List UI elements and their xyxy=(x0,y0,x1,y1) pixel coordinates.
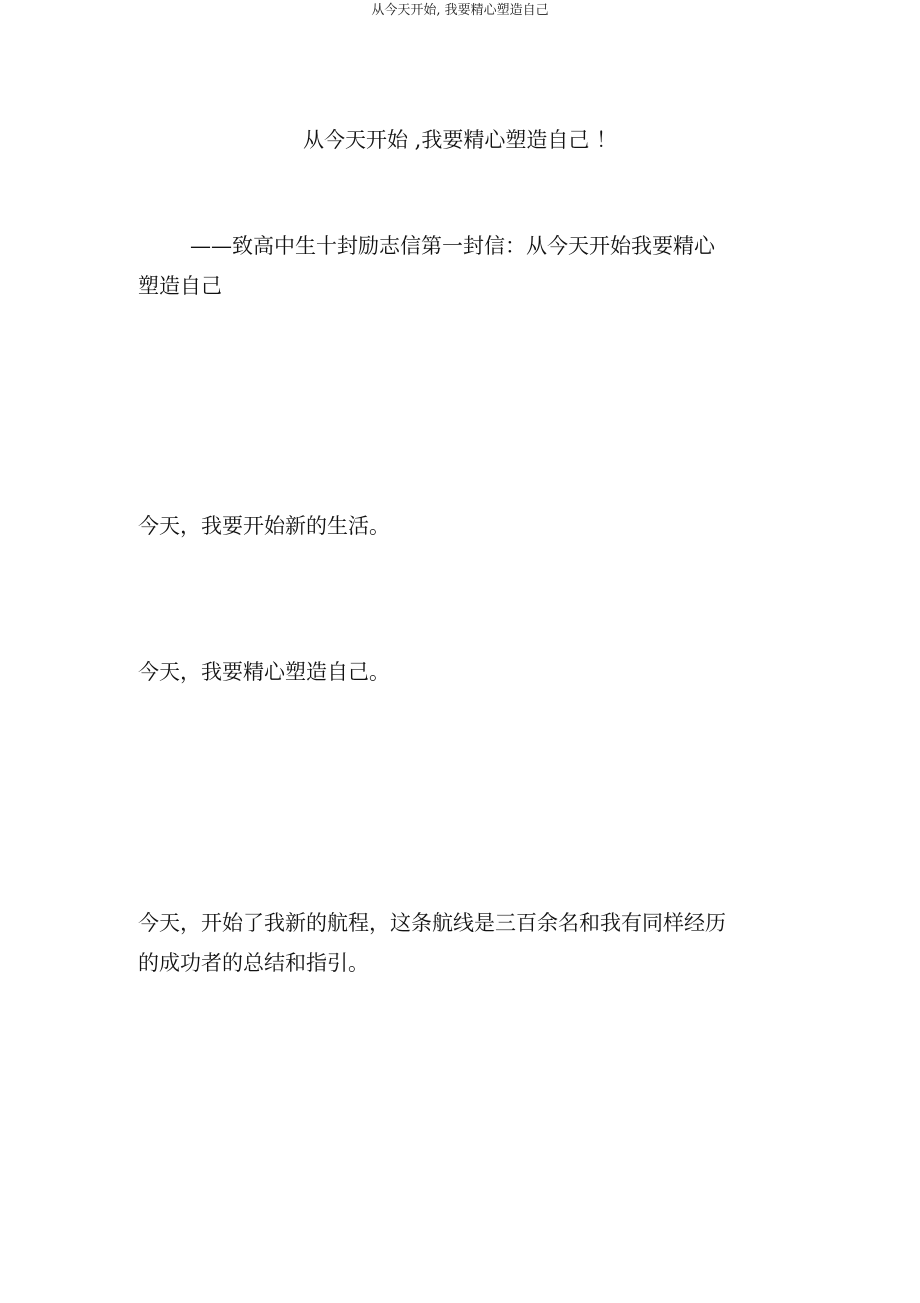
running-header: 从今天开始, 我要精心塑造自己 xyxy=(371,3,549,18)
document-subtitle: ——致高中生十封励志信第一封信：从今天开始我要精心塑造自己 xyxy=(138,234,715,298)
paragraph-3: 今天，开始了我新的航程，这条航线是三百余名和我有同样经历的成功者的总结和指引。 xyxy=(138,911,726,975)
paragraph-1: 今天，我要开始新的生活。 xyxy=(138,514,390,538)
paragraph-2: 今天，我要精心塑造自己。 xyxy=(138,660,390,684)
document-title: 从今天开始 ,我要精心塑造自己 ！ xyxy=(302,128,618,152)
